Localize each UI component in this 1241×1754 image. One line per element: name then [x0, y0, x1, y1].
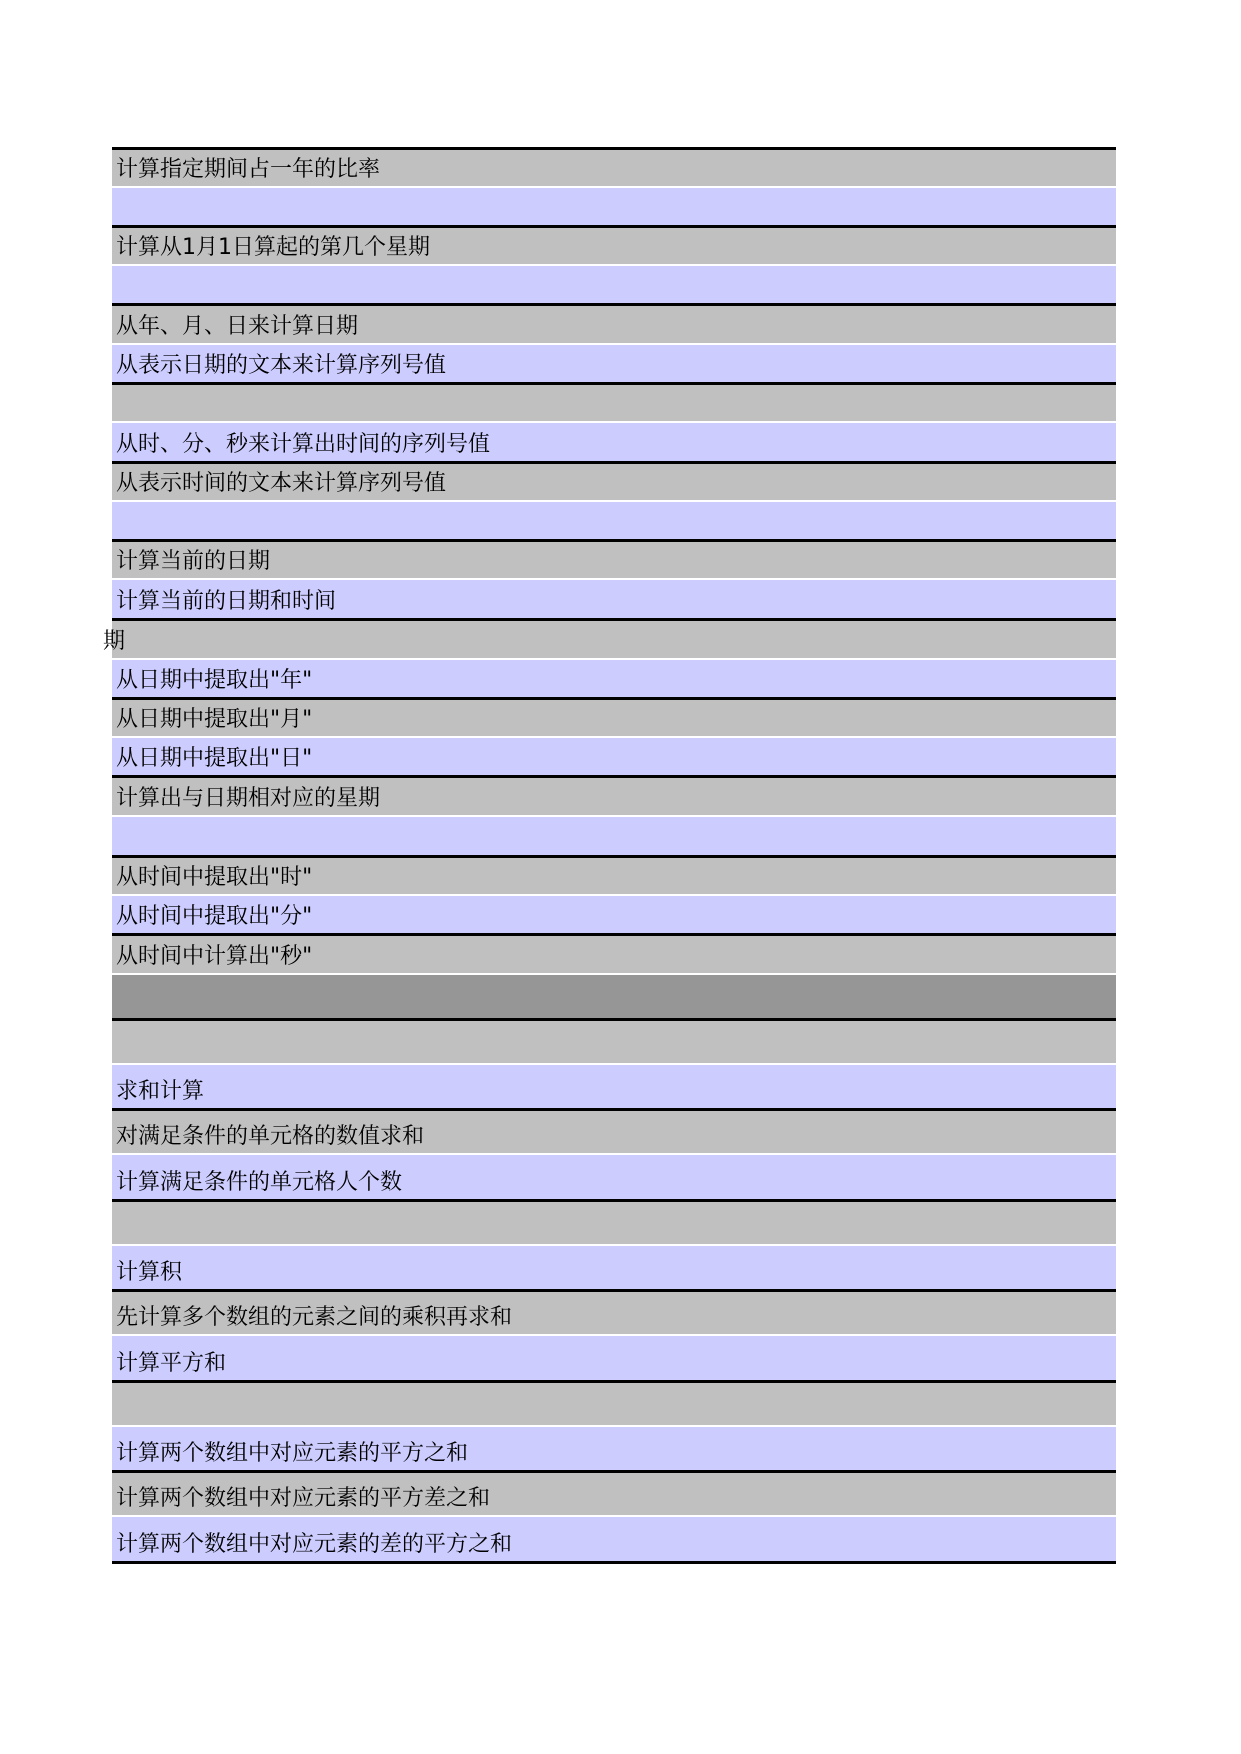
- cell-text: 对满足条件的单元格的数值求和: [116, 1124, 425, 1149]
- table-row[interactable]: [112, 1425, 1116, 1470]
- table-row[interactable]: [112, 382, 1116, 421]
- cell-text: 先计算多个数组的元素之间的乘积再求和: [116, 1305, 513, 1330]
- table-row[interactable]: [112, 736, 1116, 775]
- cell-text: 从时间中计算出"秒": [116, 944, 313, 969]
- cell-text: 求和计算: [116, 1079, 205, 1104]
- cell-text: 期: [103, 629, 126, 654]
- table-row[interactable]: [112, 1515, 1116, 1561]
- cell-text: 从年、月、日来计算日期: [116, 314, 359, 339]
- table-row[interactable]: [112, 303, 1116, 343]
- cell-text: 从日期中提取出"月": [116, 707, 313, 732]
- table-row[interactable]: [112, 500, 1116, 539]
- table-row[interactable]: [112, 973, 1116, 1018]
- table-row[interactable]: [112, 1063, 1116, 1108]
- table-row[interactable]: [112, 1470, 1116, 1515]
- spreadsheet: [103, 0, 1116, 1754]
- cell-text: 从时、分、秒来计算出时间的序列号值: [116, 432, 491, 457]
- cell-text: 从日期中提取出"日": [116, 746, 313, 771]
- cell-text: 计算两个数组中对应元素的差的平方之和: [116, 1532, 513, 1557]
- table-row[interactable]: [112, 264, 1116, 303]
- table-row[interactable]: [112, 539, 1116, 578]
- table-row[interactable]: [112, 815, 1116, 855]
- table-row[interactable]: [112, 421, 1116, 461]
- cell-text: 计算两个数组中对应元素的平方差之和: [116, 1486, 491, 1511]
- cell-text: 计算积: [116, 1260, 183, 1285]
- cell-text: 从日期中提取出"年": [116, 668, 313, 693]
- table-row[interactable]: [103, 618, 1116, 658]
- table-row[interactable]: [112, 775, 1116, 815]
- cell-text: 计算指定期间占一年的比率: [116, 157, 381, 182]
- table-row[interactable]: [112, 658, 1116, 697]
- table-row[interactable]: [112, 1244, 1116, 1289]
- table-row[interactable]: [112, 697, 1116, 736]
- cell-text: 从时间中提取出"分": [116, 904, 313, 929]
- cell-text: 从时间中提取出"时": [116, 865, 313, 890]
- table-row[interactable]: [112, 1018, 1116, 1063]
- cell-text: 计算从1月1日算起的第几个星期: [116, 235, 430, 260]
- table-row[interactable]: [112, 225, 1116, 264]
- table-row[interactable]: [112, 1108, 1116, 1153]
- table-row[interactable]: [112, 578, 1116, 618]
- table-row[interactable]: [112, 461, 1116, 500]
- table-row[interactable]: [112, 186, 1116, 225]
- table-row[interactable]: [112, 1199, 1116, 1244]
- table-row[interactable]: [112, 147, 1116, 186]
- table-row[interactable]: [112, 1153, 1116, 1199]
- cell-text: 计算两个数组中对应元素的平方之和: [116, 1441, 469, 1466]
- table-row[interactable]: [112, 1380, 1116, 1425]
- cell-text: 计算出与日期相对应的星期: [116, 786, 381, 811]
- table-row[interactable]: [112, 1289, 1116, 1334]
- table-row[interactable]: [112, 855, 1116, 894]
- table-bottom-border: [112, 1561, 1116, 1564]
- table-row[interactable]: [112, 933, 1116, 973]
- cell-text: 计算当前的日期: [116, 549, 271, 574]
- table-row[interactable]: [112, 1334, 1116, 1380]
- cell-text: 计算平方和: [116, 1351, 227, 1376]
- cell-text: 计算当前的日期和时间: [116, 589, 337, 614]
- cell-text: 从表示时间的文本来计算序列号值: [116, 471, 447, 496]
- cell-text: 计算满足条件的单元格人个数: [116, 1170, 403, 1195]
- table-row[interactable]: [112, 343, 1116, 382]
- table-row[interactable]: [112, 894, 1116, 933]
- cell-text: 从表示日期的文本来计算序列号值: [116, 353, 447, 378]
